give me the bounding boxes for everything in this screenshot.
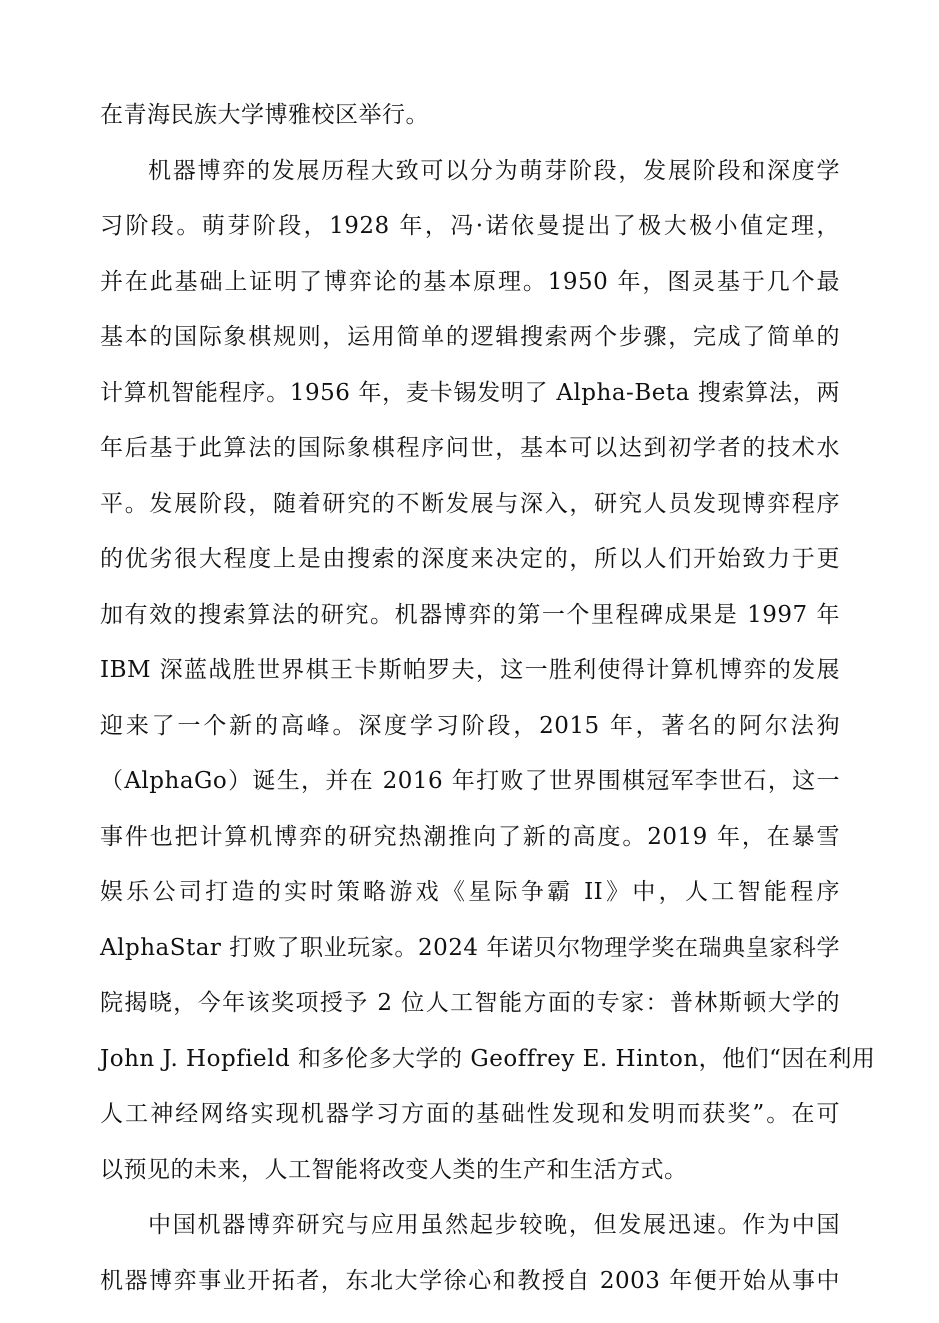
paragraph bbox=[100, 144, 876, 1199]
text-line: 平。发展阶段，随着研究的不断发展与深入，研究人员发现博弈程序 bbox=[100, 490, 840, 517]
text-line: 娱乐公司打造的实时策略游戏《星际争霸 II》中，人工智能程序 bbox=[100, 879, 840, 905]
document-page bbox=[100, 88, 876, 1309]
text-line: 中国机器博弈研究与应用虽然起步较晚，但发展迅速。作为中国 bbox=[148, 1212, 840, 1238]
text-line: John J. Hopfield 和多伦多大学的 Geoffrey E. Hinton，他们“因在利用 bbox=[100, 1045, 876, 1072]
text-line: 并在此基础上证明了博弈论的基本原理。1950 年，图灵基于几个最 bbox=[100, 268, 840, 295]
text-line: 院揭晓，今年该奖项授予 2 位人工智能方面的专家：普林斯顿大学的 bbox=[100, 990, 840, 1016]
text-line: 机器博弈事业开拓者，东北大学徐心和教授自 2003 年便开始从事中 bbox=[100, 1267, 840, 1294]
text-line: AlphaStar 打败了职业玩家。2024 年诺贝尔物理学奖在瑞典皇家科学 bbox=[100, 934, 840, 961]
text-line: 以预见的未来，人工智能将改变人类的生产和生活方式。 bbox=[100, 1156, 688, 1183]
text-line: （AlphaGo）诞生，并在 2016 年打败了世界围棋冠军李世石，这一 bbox=[100, 768, 840, 794]
text-line: 在青海民族大学博雅校区举行。 bbox=[100, 102, 429, 128]
text-line: 事件也把计算机博弈的研究热潮推向了新的高度。2019 年，在暴雪 bbox=[100, 823, 840, 850]
text-line: 机器博弈的发展历程大致可以分为萌芽阶段，发展阶段和深度学 bbox=[148, 157, 840, 184]
text-line: 加有效的搜索算法的研究。机器博弈的第一个里程碑成果是 1997 年 bbox=[100, 601, 840, 628]
text-line: IBM 深蓝战胜世界棋王卡斯帕罗夫，这一胜利使得计算机博弈的发展 bbox=[100, 657, 840, 683]
paragraph bbox=[100, 88, 840, 144]
text-line: 人工神经网络实现机器学习方面的基础性发现和发明而获奖”。在可 bbox=[100, 1101, 840, 1127]
paragraph bbox=[100, 1198, 840, 1309]
text-line: 迎来了一个新的高峰。深度学习阶段，2015 年，著名的阿尔法狗 bbox=[100, 712, 840, 739]
text-line: 基本的国际象棋规则，运用简单的逻辑搜索两个步骤，完成了简单的 bbox=[100, 324, 840, 350]
text-line: 习阶段。萌芽阶段，1928 年，冯·诺依曼提出了极大极小值定理， bbox=[100, 213, 840, 239]
text-line: 的优劣很大程度上是由搜索的深度来决定的，所以人们开始致力于更 bbox=[100, 546, 840, 572]
text-line: 年后基于此算法的国际象棋程序问世，基本可以达到初学者的技术水 bbox=[100, 435, 840, 461]
text-line: 计算机智能程序。1956 年，麦卡锡发明了 Alpha-Beta 搜索算法，两 bbox=[100, 379, 840, 406]
